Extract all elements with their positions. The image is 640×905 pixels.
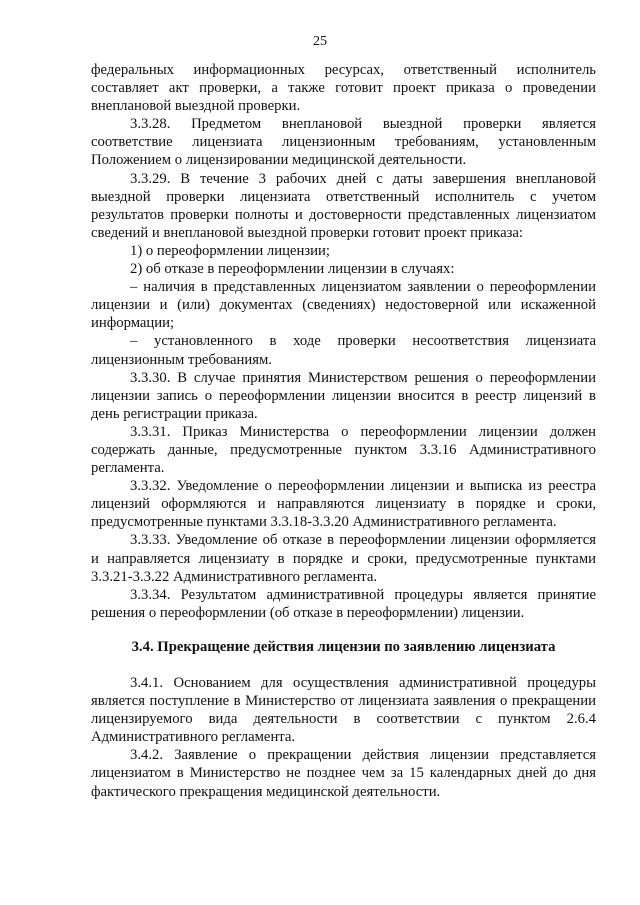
list-item: – установленного в ходе проверки несоответствия лицензиата лицензионным требованиям.: [91, 333, 596, 368]
paragraph: 3.3.29. В течение 3 рабочих дней с даты завершения внеплановой выездной проверки лицензиата ответственный исполнитель с учетом результатов проверки полноты и достоверности представленных лицензиатом сведений и внеплановой выездной проверки готовит проект приказа:: [91, 170, 596, 241]
section-heading: 3.4. Прекращение действия лицензии по заявлению лицензиата: [131, 638, 556, 655]
document-body: [91, 61, 596, 801]
paragraph: 3.3.33. Уведомление об отказе в переоформлении лицензии оформляется и направляется лицензиату в порядке и сроки, предусмотренные пунктами 3.3.21-3.3.22 Административного регламента.: [91, 532, 596, 585]
paragraph: федеральных информационных ресурсах, ответственный исполнитель составляет акт проверки, а также готовит проект приказа о проведении внеплановой выездной проверки.: [91, 62, 596, 115]
list-item: 1) о переоформлении лицензии;: [130, 242, 330, 259]
paragraph: 3.3.28. Предметом внеплановой выездной проверки является соответствие лицензиата лицензионным требованиям, установленным Положением о лицензировании медицинской деятельности.: [91, 116, 596, 169]
spacer: [91, 622, 596, 638]
paragraph: 3.3.30. В случае принятия Министерством решения о переоформлении лицензии запись о переоформлении лицензии вносится в реестр лицензий в день регистрации приказа.: [91, 369, 596, 422]
paragraph: 3.3.34. Результатом административной процедуры является принятие решения о переоформлении (об отказе в переоформлении) лицензии.: [91, 586, 596, 621]
list-item: – наличия в представленных лицензиатом заявлении о переоформлении лицензии и (или) документах (сведениях) недостоверной или искаженной информации;: [91, 279, 596, 332]
paragraph: 3.4.1. Основанием для осуществления административной процедуры является поступление в Министерство от лицензиата заявления о прекращении лицензируемого вида деятельности в соответствии с пунктом 2.6.4 Административного регламента.: [91, 675, 596, 746]
list-item: 2) об отказе в переоформлении лицензии в случаях:: [130, 261, 455, 278]
spacer: [91, 656, 596, 674]
paragraph: 3.4.2. Заявление о прекращении действия лицензии представляется лицензиатом в Министерство не позднее чем за 15 календарных дней до дня фактического прекращения медицинской деятельности.: [91, 747, 596, 800]
paragraph: 3.3.31. Приказ Министерства о переоформлении лицензии должен содержать данные, предусмотренные пунктом 3.3.16 Административного регламента.: [91, 423, 596, 477]
page-number: 25: [313, 34, 327, 49]
paragraph: 3.3.32. Уведомление о переоформлении лицензии и выписка из реестра лицензий оформляются и направляются лицензиату в порядке и сроки, предусмотренные пунктами 3.3.18-3.3.20 Административного регламента.: [91, 478, 596, 531]
